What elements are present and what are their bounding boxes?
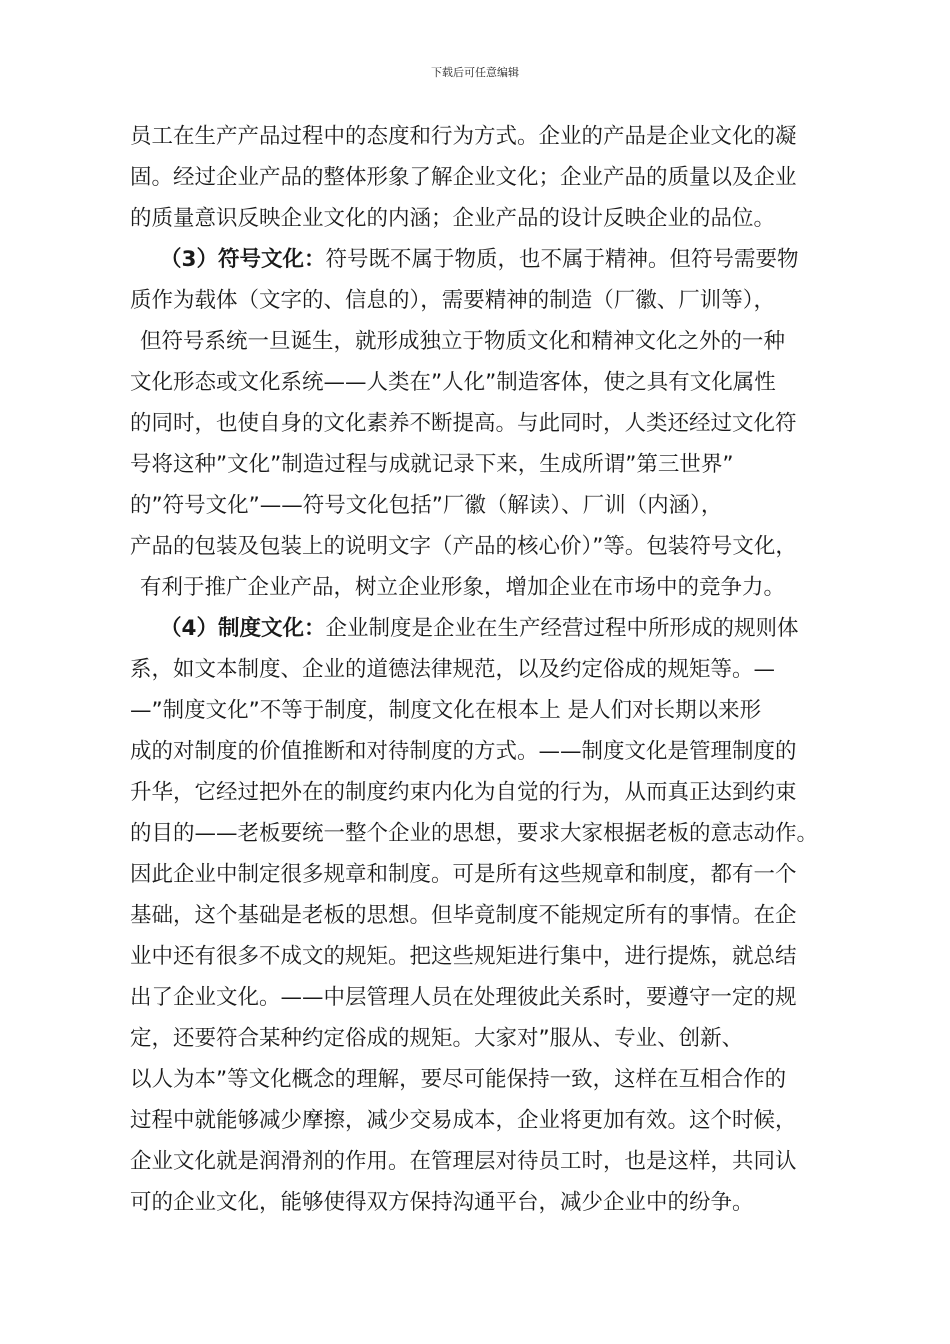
text-line: 企业文化就是润滑剂的作用。在管理层对待员工时，也是这样，共同认 <box>130 1149 797 1174</box>
text-line: 产品的包装及包装上的说明文字（产品的核心价）”等。包装符号文化， <box>130 534 797 559</box>
text-line: 升华，它经过把外在的制度约束内化为自觉的行为，从而真正达到约束 <box>130 780 797 805</box>
text-line: 的同时，也使自身的文化素养不断提高。与此同时，人类还经过文化符 <box>130 411 797 436</box>
text-line: 的质量意识反映企业文化的内涵；企业产品的设计反映企业的品位。 <box>130 206 776 231</box>
text-line: 员工在生产产品过程中的态度和行为方式。企业的产品是企业文化的凝 <box>130 124 797 149</box>
text-line: 成的对制度的价值推断和对待制度的方式。——制度文化是管理制度的 <box>130 739 797 764</box>
text-line: 有利于推广企业产品，树立企业形象，增加企业在市场中的竞争力。 <box>140 575 786 600</box>
text-line: 过程中就能够减少摩擦，减少交易成本，企业将更加有效。这个时候， <box>130 1108 797 1133</box>
text-line: 的”符号文化”——符号文化包括”厂徽（解读）、厂训（内涵）， <box>130 493 723 518</box>
text-line: 质作为载体（文字的、信息的），需要精神的制造（厂徽、厂训等）， <box>130 288 776 313</box>
text-line: 基础，这个基础是老板的思想。但毕竟制度不能规定所有的事情。在企 <box>130 903 797 928</box>
text-line: —”制度文化”不等于制度，制度文化在根本上 是人们对长期以来形 <box>130 698 762 723</box>
text-line: （3）符号文化：符号既不属于物质，也不属于精神。但符号需要物 <box>160 247 799 272</box>
section-heading: （3）符号文化： <box>160 247 326 272</box>
text-line: 号将这种”文化”制造过程与成就记录下来，生成所谓”第三世界” <box>130 452 734 477</box>
text-line: 可的企业文化，能够使得双方保持沟通平台，减少企业中的纷争。 <box>130 1190 754 1215</box>
text-line: 出了企业文化。——中层管理人员在处理彼此关系时，要遵守一定的规 <box>130 985 797 1010</box>
text-line: 文化形态或文化系统——人类在”人化”制造客体，使之具有文化属性 <box>130 370 776 395</box>
text-line: 业中还有很多不成文的规矩。把这些规矩进行集中，进行提炼，就总结 <box>130 944 797 969</box>
text-line: 但符号系统一旦诞生，就形成独立于物质文化和精神文化之外的一种 <box>140 329 786 354</box>
page-header: 下载后可任意编辑 <box>431 66 519 79</box>
text-line: 因此企业中制定很多规章和制度。可是所有这些规章和制度，都有一个 <box>130 862 797 887</box>
text-line: 的目的——老板要统一整个企业的思想，要求大家根据老板的意志动作。 <box>130 821 819 846</box>
section-heading: （4）制度文化： <box>160 616 326 641</box>
text-line: 定，还要符合某种约定俗成的规矩。大家对”服从、专业、创新、 <box>130 1026 744 1051</box>
text-line: 固。经过企业产品的整体形象了解企业文化；企业产品的质量以及企业 <box>130 165 797 190</box>
text-line: （4）制度文化：企业制度是企业在生产经营过程中所形成的规则体 <box>160 616 799 641</box>
text-line: 系，如文本制度、企业的道德法律规范，以及约定俗成的规矩等。— <box>130 657 776 682</box>
text-line: 以人为本”等文化概念的理解，要尽可能保持一致，这样在互相合作的 <box>130 1067 787 1092</box>
